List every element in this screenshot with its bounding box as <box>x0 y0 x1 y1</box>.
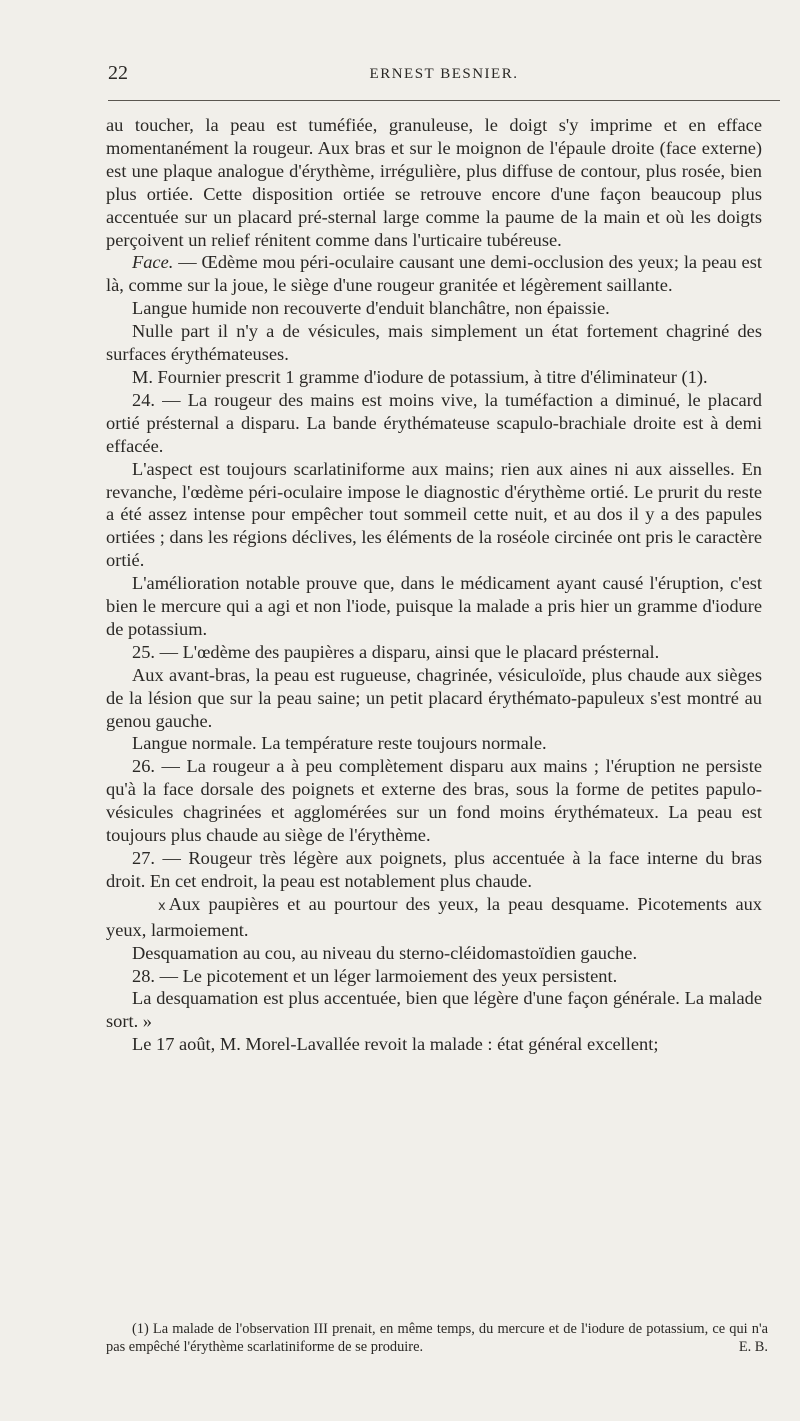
paragraph-text: Langue normale. La température reste toujours normale. <box>132 733 547 754</box>
margin-mark: x <box>158 898 166 914</box>
paragraph <box>106 572 762 641</box>
paragraph-text: 26. — La rougeur a à peu complètement disparu aux mains ; l'éruption ne persiste qu'à la face dorsale des poignets et externe des bras, sous la forme de petites papulo-vésicules chagrinées et agglomérées sur un fond moins érythémateux. La peau est toujours plus chaude au siège de l'érythème. <box>106 756 762 846</box>
paragraph <box>106 1033 762 1056</box>
paragraph <box>106 297 762 320</box>
paragraph-text: L'amélioration notable prouve que, dans le médicament ayant causé l'éruption, c'est bien le mercure qui a agi et non l'iode, puisque la malade a pris hier un gramme d'iodure de potassium. <box>106 573 762 639</box>
paragraph-text: Le 17 août, M. Morel-Lavallée revoit la malade : état général excellent; <box>132 1034 659 1055</box>
paragraph <box>106 366 762 389</box>
footnote-text: (1) La malade de l'observation III prenait, en même temps, du mercure et de l'iodure de potassium, ce qui n'a pas empêché l'érythème scarlatiniforme de se produire. <box>106 1321 768 1355</box>
header-rule <box>108 100 780 101</box>
paragraph <box>106 114 762 251</box>
paragraph <box>106 893 762 942</box>
paragraph-text: Nulle part il n'y a de vésicules, mais simplement un état fortement chagriné des surfaces érythémateuses. <box>106 321 762 365</box>
paragraph <box>106 987 762 1033</box>
paragraph <box>106 664 762 733</box>
footnote-signature: E. B. <box>738 1338 768 1355</box>
paragraph-text: 25. — L'œdème des paupières a disparu, ainsi que le placard présternal. <box>132 641 660 662</box>
paragraph-text: — Œdème mou péri-oculaire causant une demi-occlusion des yeux; la peau est là, comme sur la joue, le siège d'une rougeur granitée et légèrement saillante. <box>106 252 762 296</box>
body-text <box>106 114 762 1056</box>
paragraph-text: Aux avant-bras, la peau est rugueuse, chagrinée, vésiculoïde, plus chaude aux sièges de la lésion que sur la peau saine; un petit placard érythémato-papuleux s'est montré au genou gauche. <box>106 664 762 731</box>
paragraph <box>106 732 762 755</box>
paragraph <box>106 942 762 965</box>
paragraph-text: Langue humide non recouverte d'enduit blanchâtre, non épaissie. <box>132 298 610 319</box>
page-number: 22 <box>108 62 128 84</box>
paragraph-text: 27. — Rougeur très légère aux poignets, plus accentuée à la face interne du bras droit. En cet endroit, la peau est notablement plus chaude. <box>106 848 762 891</box>
paragraph-text: M. Fournier prescrit 1 gramme d'iodure de potassium, à titre d'éliminateur (1). <box>132 366 708 387</box>
paragraph <box>106 458 762 573</box>
paragraph-text: au toucher, la peau est tuméfiée, granuleuse, le doigt s'y imprime et en efface momentanément la rougeur. Aux bras et sur le moignon de l'épaule droite (face externe) est une plaque analogue d'érythème, irrégulière, plus diffuse de contour, plus rosée, bien plus ortiée. Cette disposition ortiée se retrouve encore d'une façon beaucoup plus accentuée sur un placard pré-sternal large comme la paume de la main et où les doigts perçoivent un relief rénitent comme dans l'urticaire tubéreuse. <box>106 115 762 250</box>
paragraph <box>106 251 762 297</box>
section-lead: Face. <box>132 252 174 273</box>
paragraph-text: L'aspect est toujours scarlatiniforme aux mains; rien aux aines ni aux aisselles. En revanche, l'œdème péri-oculaire impose le diagnostic d'érythème ortié. Le prurit du reste a été assez intense pour empêcher tout sommeil cette nuit, et au dos il y a des papules ortiées ; dans les régions déclives, les éléments de la roséole circinée ont pris le caractère ortié. <box>106 458 762 571</box>
paragraph-text: La desquamation est plus accentuée, bien que légère d'une façon générale. La malade sort. » <box>106 988 762 1032</box>
paragraph-text: 24. — La rougeur des mains est moins vive, la tuméfaction a diminué, le placard ortié présternal a disparu. La bande érythémateuse scapulo-brachiale droite est à demi effacée. <box>106 389 762 456</box>
page-header <box>108 62 780 92</box>
paragraph <box>106 847 762 893</box>
paragraph <box>106 965 762 988</box>
running-head: ERNEST BESNIER. <box>369 66 519 82</box>
paragraph <box>106 389 762 458</box>
paragraph <box>106 641 762 664</box>
paragraph-text: 28. — Le picotement et un léger larmoiement des yeux persistent. <box>132 965 618 986</box>
paragraph <box>106 755 762 847</box>
paragraph <box>106 320 762 366</box>
footnote <box>106 1321 768 1356</box>
paragraph-text: Aux paupières et au pourtour des yeux, la peau desquame. Picotements aux yeux, larmoiement. <box>106 893 762 940</box>
paragraph-text: Desquamation au cou, au niveau du sterno-cléidomastoïdien gauche. <box>132 942 638 963</box>
